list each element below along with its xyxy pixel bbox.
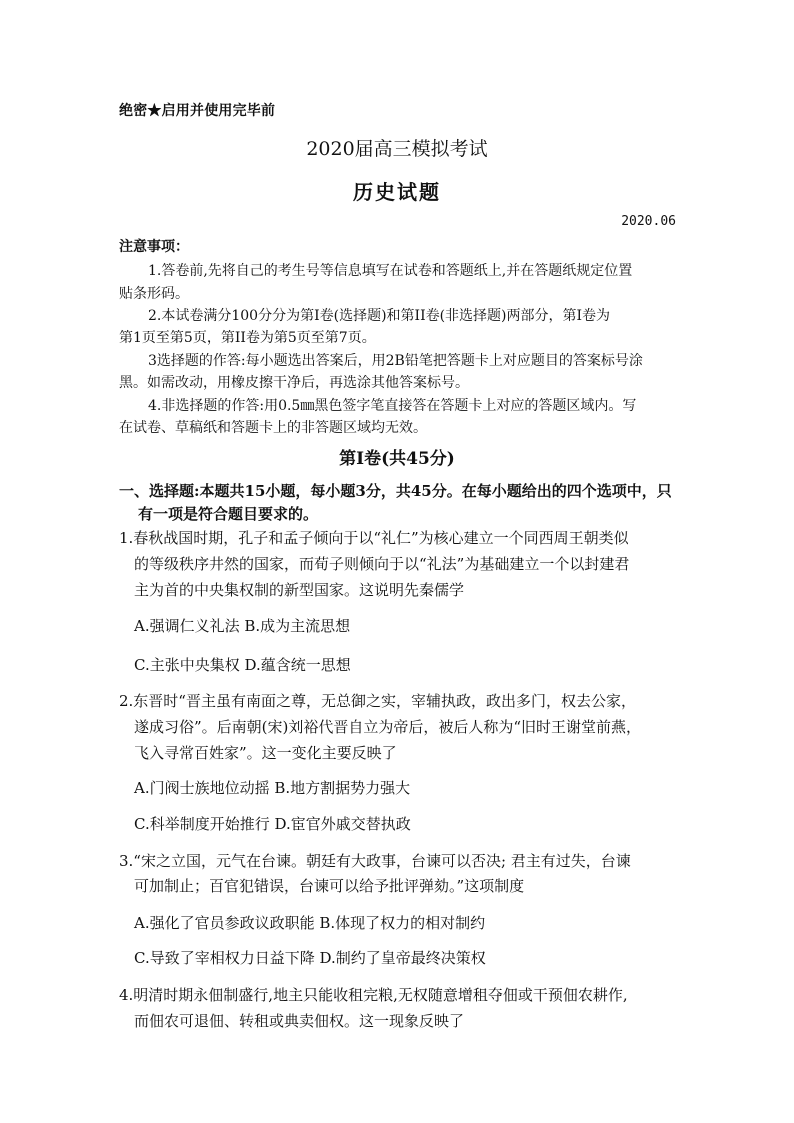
- exam-date: 2020.06: [621, 214, 676, 229]
- question-2-line-2: 遂成习俗”。后南朝(宋)刘裕代晋自立为帝后，被后人称为“旧时王谢堂前燕，: [134, 718, 642, 736]
- question-4-line-1: 4.明清时期永佃制盛行,地主只能收租完粮,无权随意增租夺佃或干预佃农耕作,: [119, 986, 628, 1004]
- question-1-options-cd: C.主张中央集权 D.蕴含统一思想: [134, 656, 351, 674]
- notice-item-4-line-2: 在试卷、草稿纸和答题卡上的非答题区域均无效。: [119, 420, 427, 436]
- question-3-options-ab: A.强化了官员参政议政职能 B.体现了权力的相对制约: [134, 914, 486, 932]
- confidential-mark: 绝密★启用并使用完毕前: [119, 103, 276, 119]
- notice-item-2-line-1: 2.本试卷满分100分分为第I卷(选择题)和第II卷(非选择题)两部分，第I卷为: [148, 308, 611, 324]
- question-1-line-2: 的等级秩序井然的国家，而荀子则倾向于以“礼法”为基础建立一个以封建君: [134, 555, 630, 573]
- notice-item-1-line-2: 贴条形码。: [119, 286, 189, 302]
- question-2-line-1: 2.东晋时“晋主虽有南面之尊，无总御之实，宰辅执政，政出多门，权去公家，: [119, 692, 636, 710]
- notice-item-4-line-1: 4.非选择题的作答:用0.5㎜黑色签字笔直接答在答题卡上对应的答题区域内。写: [148, 398, 637, 414]
- question-2-line-3: 飞入寻常百姓家”。这一变化主要反映了: [134, 744, 397, 762]
- question-2-options-ab: A.门阀士族地位动摇 B.地方割据势力强大: [134, 779, 411, 797]
- notice-item-2-line-2: 第1页至第5页，第II卷为第5页至第7页。: [119, 330, 376, 346]
- notice-item-1-line-1: 1.答卷前,先将自己的考生号等信息填写在试卷和答题纸上,并在答题纸规定位置: [148, 263, 633, 279]
- notice-item-3-line-2: 黑。如需改动，用橡皮擦干净后，再选涂其他答案标号。: [119, 375, 469, 391]
- section-instruction-line-2: 有一项是符合题目要求的。: [138, 505, 319, 523]
- question-3-options-cd: C.导致了宰相权力日益下降 D.制约了皇帝最终决策权: [134, 949, 486, 967]
- question-1-line-3: 主为首的中央集权制的新型国家。这说明先秦儒学: [134, 581, 465, 599]
- question-3-line-1: 3.“宋之立国，元气在台谏。朝廷有大政事，台谏可以否决; 君主有过失，台谏: [119, 852, 631, 870]
- question-4-line-2: 而佃农可退佃、转租或典卖佃权。这一现象反映了: [134, 1012, 465, 1030]
- exam-title: 2020届高三模拟考试: [306, 138, 488, 160]
- subject-title: 历史试题: [353, 180, 441, 204]
- notice-heading: 注意事项：: [119, 239, 189, 255]
- question-3-line-2: 可加制止；百官犯错误，台谏可以给予批评弹劾。”这项制度: [134, 877, 525, 895]
- question-1-options-ab: A.强调仁义礼法 B.成为主流思想: [134, 617, 351, 635]
- question-1-line-1: 1.春秋战国时期，孔子和孟子倾向于以“礼仁”为核心建立一个同西周王朝类似: [119, 529, 629, 547]
- section-instruction-line-1: 一、选择题:本题共15小题，每小题3分，共45分。在每小题给出的四个选项中，只: [119, 482, 672, 500]
- section-heading: 第I卷(共45分): [339, 449, 455, 469]
- question-2-options-cd: C.科举制度开始推行 D.宦官外戚交替执政: [134, 815, 411, 833]
- notice-item-3-line-1: 3选择题的作答:每小题选出答案后，用2B铅笔把答题卡上对应题目的答案标号涂: [148, 353, 643, 369]
